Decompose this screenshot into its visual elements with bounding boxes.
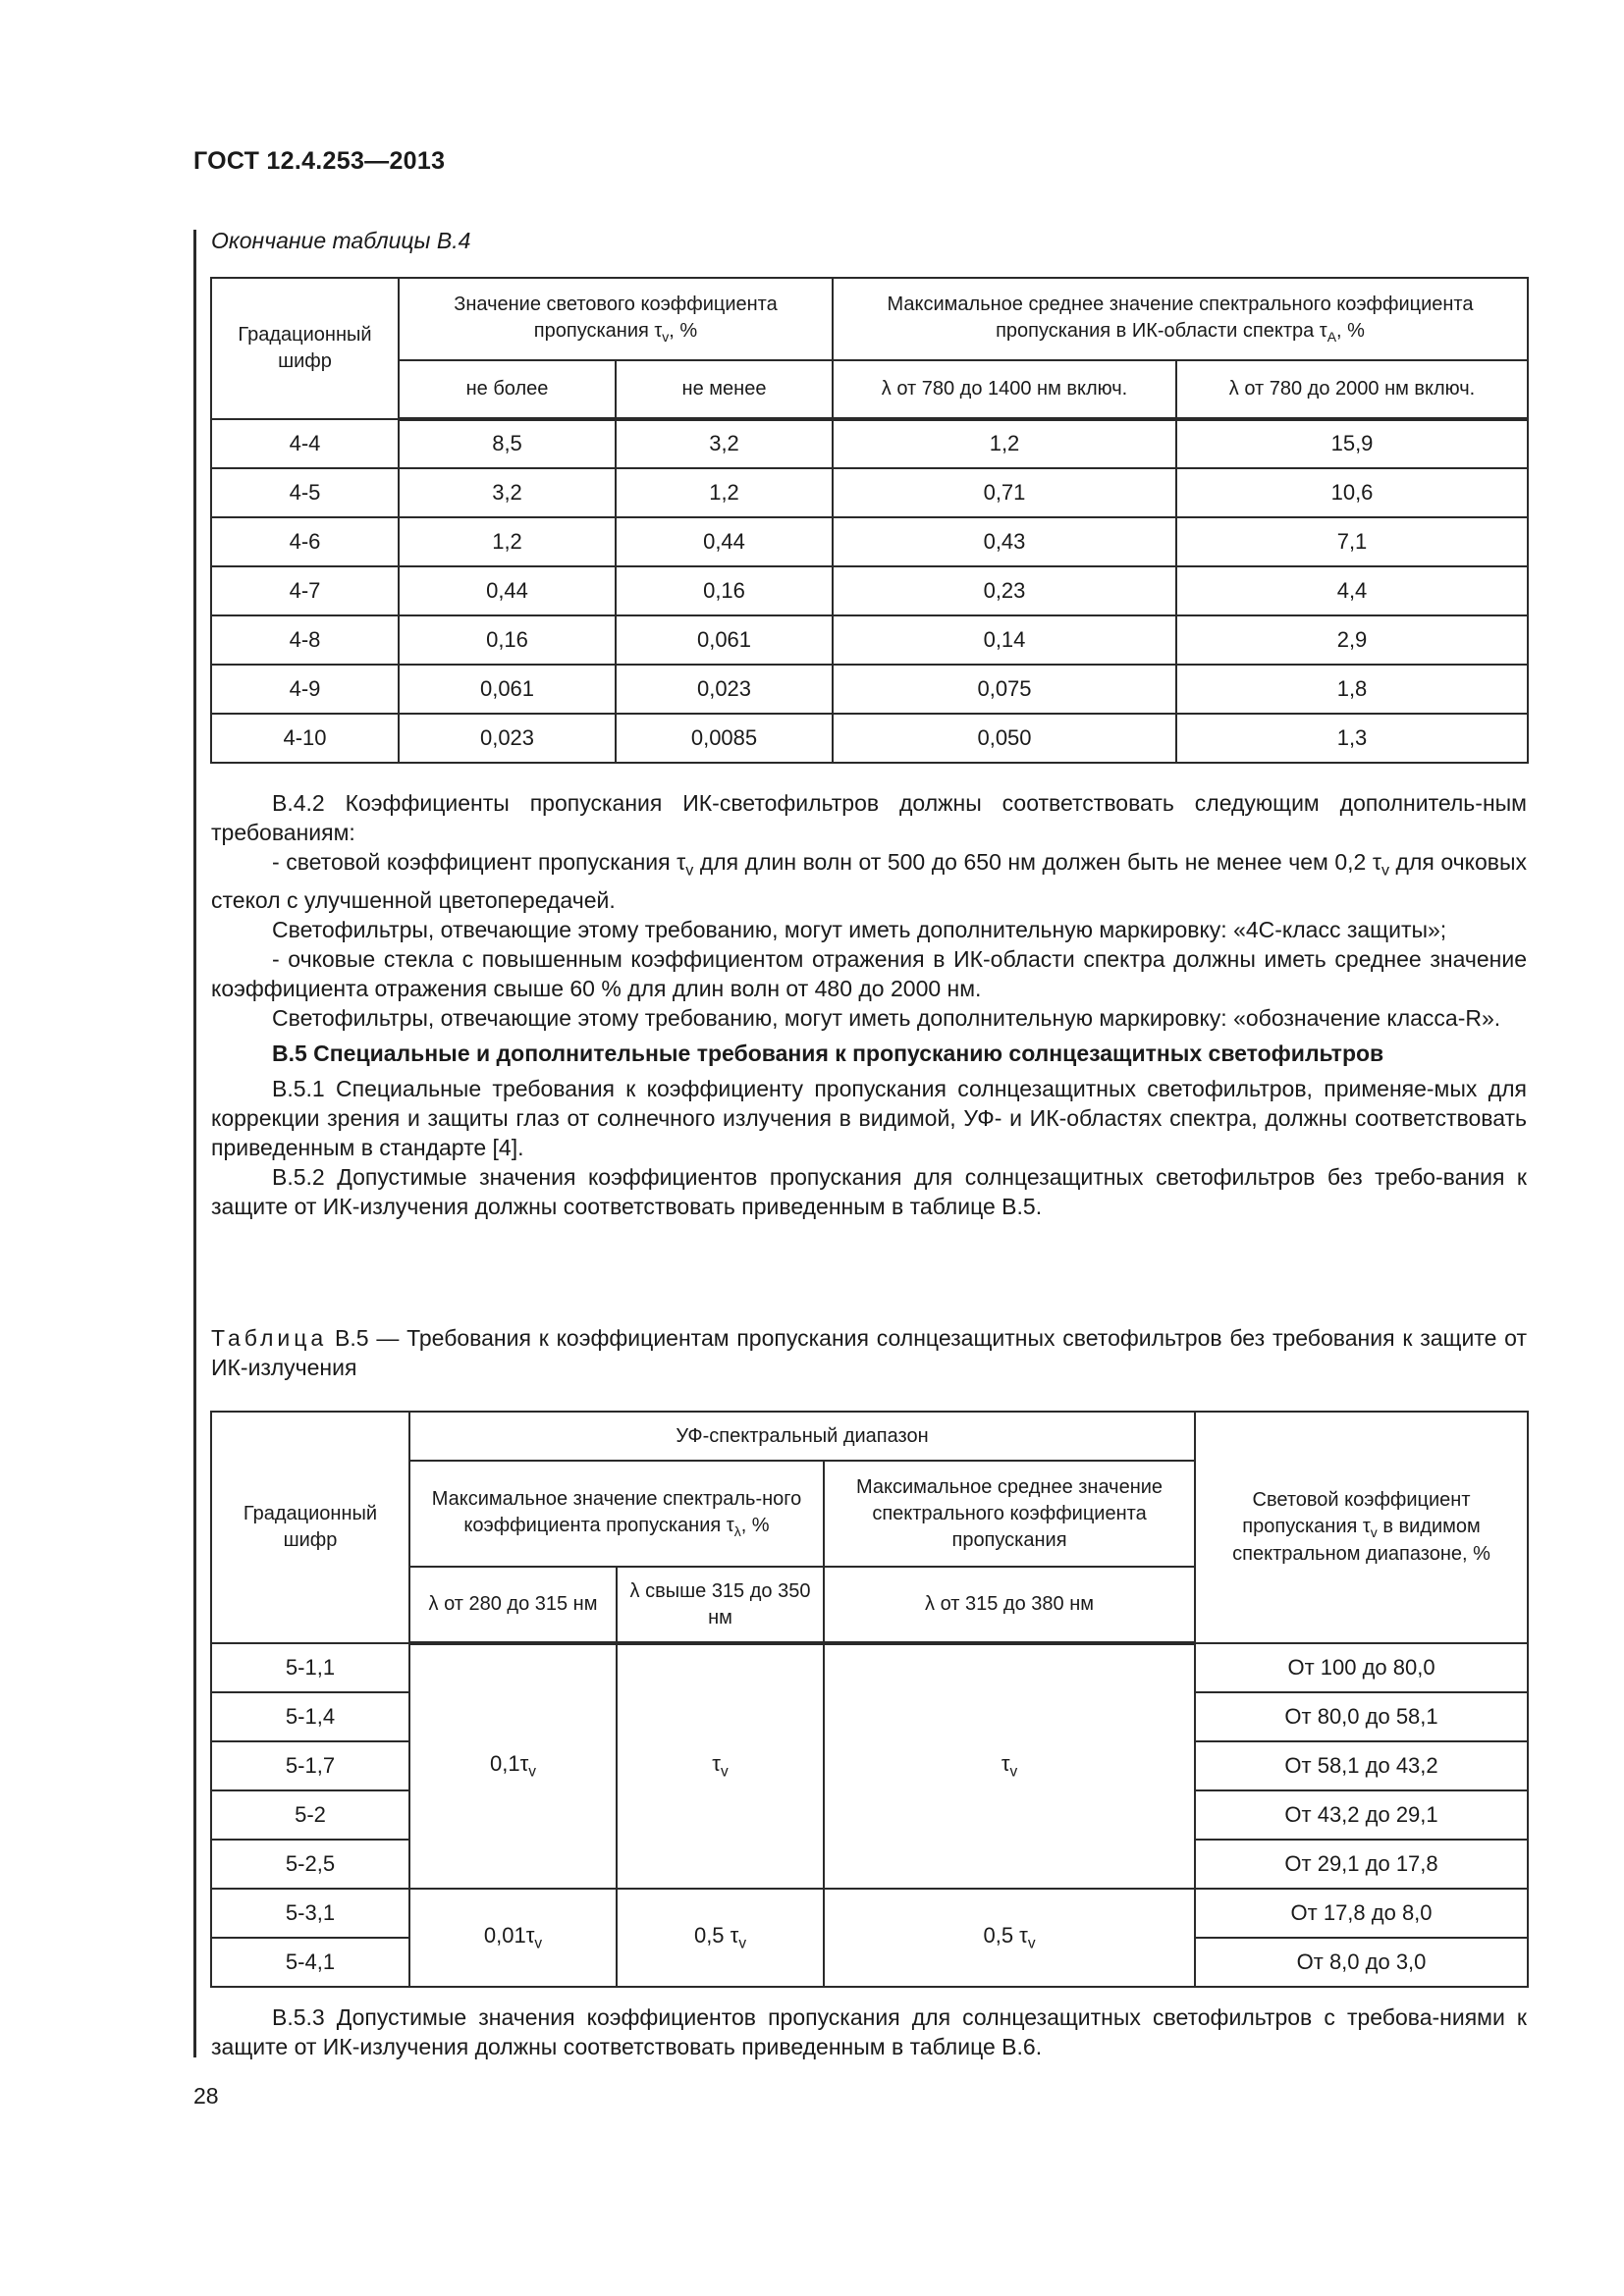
- cell-light: От 29,1 до 17,8: [1195, 1840, 1528, 1889]
- paragraph-b53: В.5.3 Допустимые значения коэффициентов пропускания для солнцезащитных светофильтров с требова-ниями к защите от ИК-излучения должны соответствовать приведенным в таблице В.6.: [211, 2004, 1527, 2059]
- table-b4-header-not-less: не менее: [616, 360, 833, 419]
- cell-code: 4-7: [211, 566, 399, 615]
- table-row: [211, 615, 1528, 665]
- cell-not-more: 0,44: [399, 566, 616, 615]
- cell-group2-380: 0,5 $\tau_v$: [824, 1889, 1195, 1987]
- cell-ir-2000: 7,1: [1176, 517, 1528, 566]
- cell-not-more: 0,16: [399, 615, 616, 665]
- table-b4: [210, 277, 1529, 764]
- cell-light: От 58,1 до 43,2: [1195, 1741, 1528, 1790]
- cell-code: 5-3,1: [211, 1889, 409, 1938]
- cell-code: 4-6: [211, 517, 399, 566]
- table-row: [211, 1643, 1528, 1692]
- table-b5-header-lambda-315: λ свыше 315 до 350 нм: [617, 1567, 824, 1643]
- cell-ir-2000: 1,3: [1176, 714, 1528, 763]
- cell-code: 4-5: [211, 468, 399, 517]
- cell-ir-1400: 0,43: [833, 517, 1176, 566]
- cell-light: От 100 до 80,0: [1195, 1643, 1528, 1692]
- cell-not-more: 0,061: [399, 665, 616, 714]
- page-number: 28: [193, 2083, 219, 2109]
- table-b5-header-code: Градационный шифр: [211, 1412, 409, 1643]
- cell-ir-1400: 0,050: [833, 714, 1176, 763]
- cell-not-less: 3,2: [616, 419, 833, 468]
- table-row: [211, 419, 1528, 468]
- standard-title: ГОСТ 12.4.253—2013: [193, 147, 446, 175]
- cell-ir-2000: 1,8: [1176, 665, 1528, 714]
- table-b5-header-light: Световой коэффициент пропускания $\tau_v$ в видимом спектральном диапазоне, %: [1195, 1412, 1528, 1643]
- table-b5-header-uv-max: Максимальное значение спектраль-ного коэффициента пропускания $\tau_\lambda$, %: [409, 1461, 824, 1567]
- cell-code: 4-10: [211, 714, 399, 763]
- table-row: [211, 714, 1528, 763]
- cell-ir-2000: 4,4: [1176, 566, 1528, 615]
- cell-code: 5-2: [211, 1790, 409, 1840]
- paragraph-b42-item1: - световой коэффициент пропускания $\tau_v$ для длин волн от 500 до 650 нм должен быть не менее чем 0,2 $\tau_v$ для очковых стекол с улучшенной цветопередачей.: [211, 849, 1527, 913]
- table-b4-header-lambda-2000: λ от 780 до 2000 нм включ.: [1176, 360, 1528, 419]
- cell-code: 5-1,7: [211, 1741, 409, 1790]
- paragraph-b42: В.4.2 Коэффициенты пропускания ИК-светофильтров должны соответствовать следующим дополнитель-ным требованиям:: [211, 790, 1527, 845]
- cell-group2-280: $0,01\tau_v$: [409, 1889, 617, 1987]
- table-b5-header-uv-avg: Максимальное среднее значение спектрального коэффициента пропускания: [824, 1461, 1195, 1567]
- paragraph-b42-marking2: Светофильтры, отвечающие этому требованию, могут иметь дополнительную маркировку: «обозначение класса-R».: [272, 1004, 1501, 1031]
- cell-ir-2000: 10,6: [1176, 468, 1528, 517]
- cell-light: От 17,8 до 8,0: [1195, 1889, 1528, 1938]
- table-b5: [210, 1411, 1529, 1988]
- table-b4-header-code: Градационный шифр: [211, 278, 399, 419]
- cell-ir-2000: 2,9: [1176, 615, 1528, 665]
- table-b4-header-not-more: не более: [399, 360, 616, 419]
- paragraph-b51: В.5.1 Специальные требования к коэффициенту пропускания солнцезащитных светофильтров, применяе-мых для коррекции зрения и защиты глаз от солнечного излучения в видимой, УФ- и ИК-областях спектра, должны соответствовать приведенным в стандарте [4].: [211, 1075, 1527, 1160]
- table-b5-header-uv: УФ-спектральный диапазон: [409, 1412, 1195, 1461]
- table-b4-header-light: Значение светового коэффициента пропускания $\tau_v$, %: [399, 278, 833, 360]
- cell-group1-315: $\tau_v$: [617, 1643, 824, 1889]
- cell-group1-380: $\tau_v$: [824, 1643, 1195, 1889]
- body-text-b42-b52: [211, 788, 1527, 1221]
- cell-not-more: 3,2: [399, 468, 616, 517]
- cell-not-less: 0,16: [616, 566, 833, 615]
- table-row: [211, 665, 1528, 714]
- cell-code: 4-4: [211, 419, 399, 468]
- cell-group1-280: $0,1\tau_v$: [409, 1643, 617, 1889]
- cell-light: От 8,0 до 3,0: [1195, 1938, 1528, 1987]
- table-b4-caption: Окончание таблицы В.4: [211, 228, 471, 253]
- paragraph-b42-marking1: Светофильтры, отвечающие этому требованию, могут иметь дополнительную маркировку: «4С-класс защиты»;: [272, 916, 1447, 942]
- cell-not-more: 8,5: [399, 419, 616, 468]
- cell-code: 5-4,1: [211, 1938, 409, 1987]
- table-row: [211, 468, 1528, 517]
- cell-not-less: 0,0085: [616, 714, 833, 763]
- cell-code: 5-1,4: [211, 1692, 409, 1741]
- table-b5-header-lambda-380: λ от 315 до 380 нм: [824, 1567, 1195, 1643]
- cell-light: От 43,2 до 29,1: [1195, 1790, 1528, 1840]
- body-text-b53: [211, 2002, 1527, 2061]
- cell-not-more: 1,2: [399, 517, 616, 566]
- table-row: [211, 566, 1528, 615]
- cell-code: 5-1,1: [211, 1643, 409, 1692]
- cell-ir-1400: 0,71: [833, 468, 1176, 517]
- cell-not-less: 0,44: [616, 517, 833, 566]
- cell-not-less: 1,2: [616, 468, 833, 517]
- paragraph-b42-item2: - очковые стекла с повышенным коэффициентом отражения в ИК-области спектра должны иметь среднее значение коэффициента отражения свыше 60 % для длин волн от 480 до 2000 нм.: [211, 945, 1527, 1001]
- table-b4-header-ir: Максимальное среднее значение спектрального коэффициента пропускания в ИК-области спектра $\tau_A$, %: [833, 278, 1528, 360]
- section-heading-b5: В.5 Специальные и дополнительные требования к пропусканию солнцезащитных светофильтров: [272, 1040, 1384, 1066]
- cell-not-more: 0,023: [399, 714, 616, 763]
- table-row: [211, 517, 1528, 566]
- cell-light: От 80,0 до 58,1: [1195, 1692, 1528, 1741]
- cell-ir-1400: 0,075: [833, 665, 1176, 714]
- table-b5-header-lambda-280: λ от 280 до 315 нм: [409, 1567, 617, 1643]
- cell-code: 4-9: [211, 665, 399, 714]
- table-b5-caption: Таблица В.5 — Требования к коэффициентам пропускания солнцезащитных светофильтров без требования к защите от ИК-излучения: [211, 1325, 1527, 1380]
- cell-not-less: 0,023: [616, 665, 833, 714]
- table-row: [211, 1889, 1528, 1938]
- table-b4-header-lambda-1400: λ от 780 до 1400 нм включ.: [833, 360, 1176, 419]
- cell-not-less: 0,061: [616, 615, 833, 665]
- cell-group2-315: 0,5 $\tau_v$: [617, 1889, 824, 1987]
- paragraph-b52: В.5.2 Допустимые значения коэффициентов пропускания для солнцезащитных светофильтров без требо-вания к защите от ИК-излучения должны соответствовать приведенным в таблице В.5.: [211, 1163, 1527, 1219]
- cell-ir-2000: 15,9: [1176, 419, 1528, 468]
- cell-ir-1400: 0,14: [833, 615, 1176, 665]
- cell-code: 4-8: [211, 615, 399, 665]
- change-bar: [193, 230, 196, 2057]
- cell-code: 5-2,5: [211, 1840, 409, 1889]
- cell-ir-1400: 0,23: [833, 566, 1176, 615]
- cell-ir-1400: 1,2: [833, 419, 1176, 468]
